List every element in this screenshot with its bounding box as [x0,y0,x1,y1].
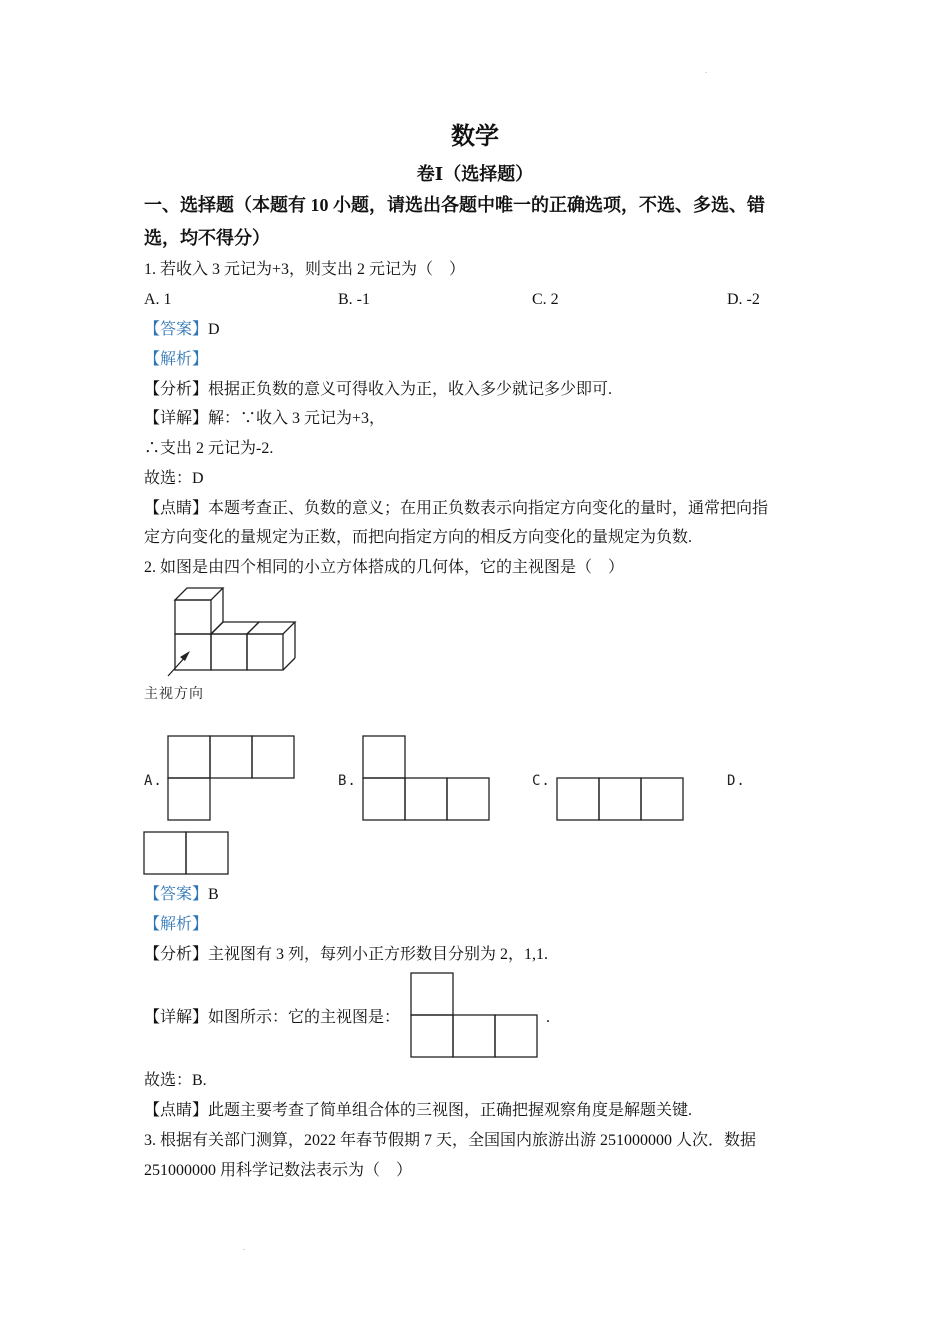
q2-xiangjie [144,1008,400,1028]
answer-tag: 【答案】 [144,321,209,338]
fenxi-tag: 【分析】 [144,381,209,398]
section-heading: 一、选择题（本题有 10 小题，请选出各题中唯一的正确选项，不选、多选、错 [144,195,765,215]
q1-option-c: C. 2 [532,291,559,308]
q1-analysis-tag: 【解析】 [144,351,209,368]
q2-analysis-tag: 【解析】 [144,916,209,933]
q1-fenxi [144,380,612,400]
q2-option-b-label: B. [338,773,357,789]
q1-xiangjie [144,409,385,429]
fenxi-text: 主视图有 3 列，每列小正方形数目分别为 2，1,1. [208,946,549,963]
q2-option-c-label: C. [532,773,551,789]
q1-dianjing [144,499,768,519]
dianjing-text: 此题主要考查了简单组合体的三视图，正确把握观察角度是解题关键. [208,1102,693,1119]
xiangjie-text: 如图所示：它的主视图是： [208,1009,401,1026]
q2-option-a-figure [167,735,297,823]
xiangjie-text: 解：∵收入 3 元记为+3， [208,410,386,427]
fenxi-tag: 【分析】 [144,946,209,963]
q2-option-c-figure [556,777,686,823]
dianjing-text: 本题考查正、负数的意义；在用正负数表示向指定方向变化的量时，通常把向指 [208,500,769,517]
scan-dot: . [705,66,707,75]
dianjing-tag: 【点睛】 [144,1102,209,1119]
q2-option-a-label: A. [144,773,163,789]
q2-answer-figure [410,972,540,1060]
q2-xiangjie-end: . [546,1009,550,1026]
cube-figure [144,584,304,684]
answer-value: D [208,321,220,338]
xiangjie-tag: 【详解】 [144,1009,209,1026]
q2-option-d-figure [143,831,233,877]
q2-dianjing [144,1101,692,1121]
page-title: 数学 [451,124,499,150]
q3-stem-cont: 251000000 用科学记数法表示为（ ） [144,1162,413,1179]
q1-guxuan: 故选：D [144,470,204,487]
fenxi-text: 根据正负数的意义可得收入为正，收入多少就记多少即可. [208,381,613,398]
section-heading-cont: 选，均不得分） [144,228,270,248]
q1-stem: 1. 若收入 3 元记为+3，则支出 2 元记为（ ） [144,261,466,278]
q1-answer [144,320,220,340]
q1-xiangjie-2: ∴支出 2 元记为-2. [144,440,274,457]
page-subtitle: 卷Ⅰ（选择题） [416,164,534,184]
scan-dot: . [243,1243,245,1252]
view-direction-label: 主视方向 [144,686,204,702]
q1-dianjing-cont: 定方向变化的量规定为正数，而把向指定方向的相反方向变化的量规定为负数. [144,529,693,546]
answer-value: B [208,886,219,903]
xiangjie-tag: 【详解】 [144,410,209,427]
q2-option-b-figure [362,735,492,823]
dianjing-tag: 【点睛】 [144,500,209,517]
q1-option-a: A. 1 [144,291,172,308]
q2-fenxi [144,945,548,965]
q1-option-b: B. -1 [338,291,370,308]
q2-guxuan: 故选：B. [144,1072,207,1089]
q1-option-d: D. -2 [727,291,760,308]
answer-tag: 【答案】 [144,886,209,903]
q2-answer [144,885,219,905]
q2-option-d-label: D. [727,773,746,789]
q3-stem: 3. 根据有关部门测算，2022 年春节假期 7 天，全国国内旅游出游 251000000 人次．数据 [144,1132,757,1149]
q2-stem: 2. 如图是由四个相同的小立方体搭成的几何体，它的主视图是（ ） [144,559,625,576]
